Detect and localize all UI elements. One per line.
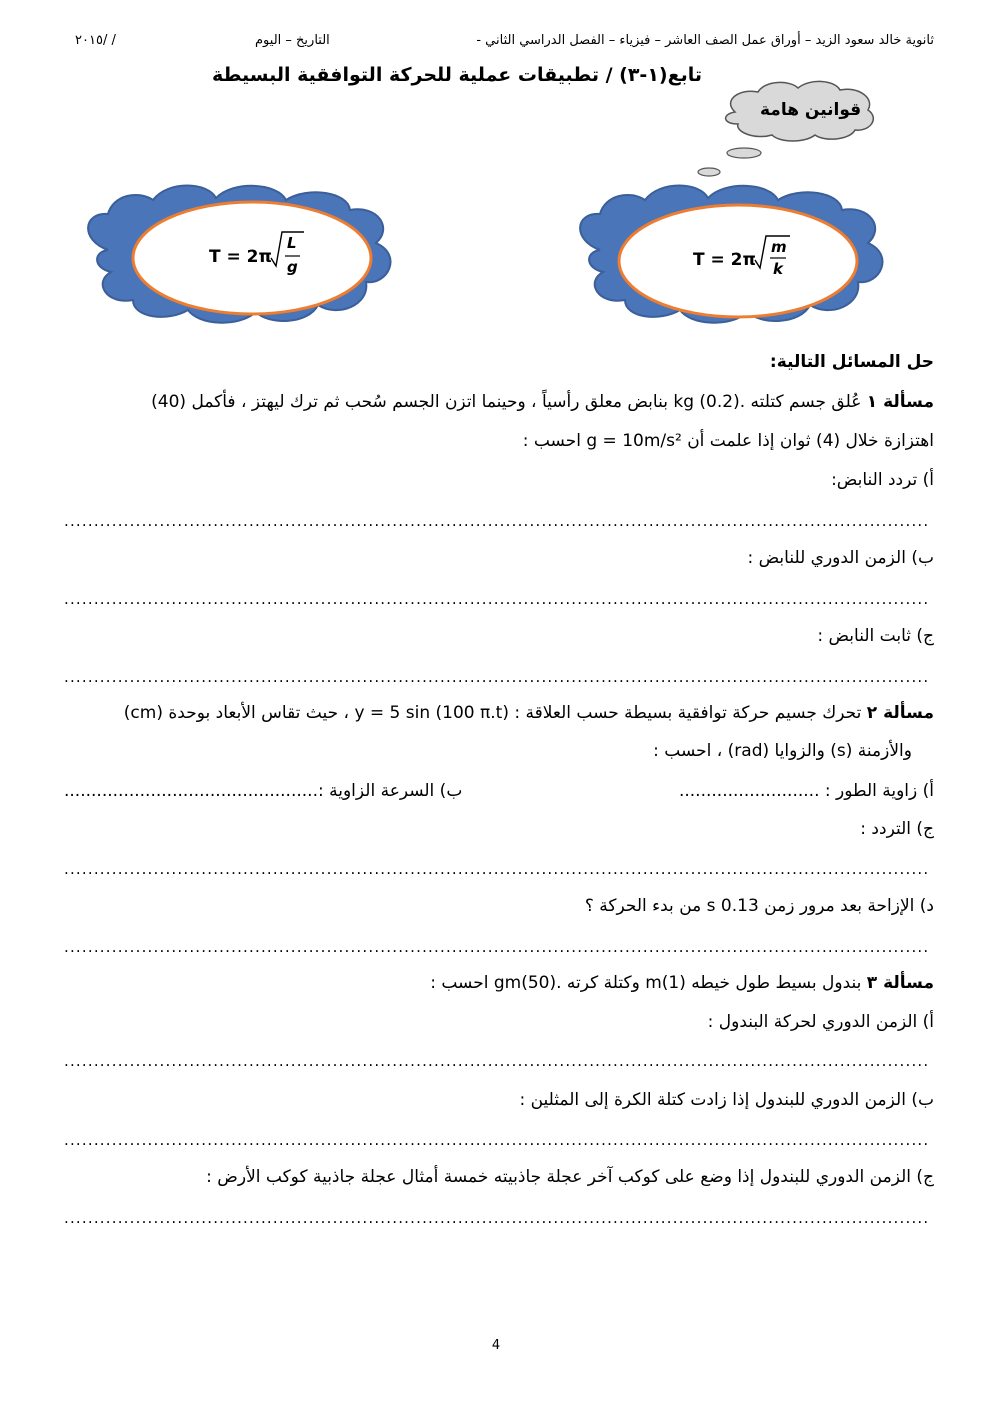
problem2-label: مسألة ٢ bbox=[866, 703, 934, 723]
pendulum-formula-num: L bbox=[287, 234, 297, 252]
pendulum-formula-den: g bbox=[287, 258, 298, 276]
problem1-part-c: ج) ثابت النابض : bbox=[817, 626, 934, 646]
problem2-line2: والأزمنة (s) والزوايا (rad) ، احسب : bbox=[653, 741, 912, 761]
problem1-part-a: أ) تردد النابض: bbox=[831, 470, 934, 490]
problem2-part-a: أ) زاوية الطور : .......................... bbox=[678, 781, 934, 801]
answer-line[interactable] bbox=[64, 1052, 930, 1066]
problem3-part-a: أ) الزمن الدوري لحركة البندول : bbox=[707, 1012, 934, 1032]
school-header: ثانوية خالد سعود الزيد – أوراق عمل الصف العاشر – فيزياء – الفصل الدراسي الثاني - bbox=[476, 33, 934, 48]
problem3-part-b: ب) الزمن الدوري للبندول إذا زادت كتلة الكرة إلى المثلين : bbox=[519, 1090, 934, 1110]
day-label: التاريخ – اليوم bbox=[255, 33, 330, 48]
problem1-part-b: ب) الزمن الدوري للنابض : bbox=[747, 548, 934, 568]
answer-line[interactable] bbox=[64, 668, 930, 682]
problem1-line1 bbox=[151, 392, 934, 412]
answer-line[interactable] bbox=[64, 512, 930, 526]
pendulum-formula-lhs: T = 2π bbox=[209, 247, 272, 267]
page-number: 4 bbox=[491, 1338, 501, 1353]
spring-formula-lhs: T = 2π bbox=[693, 250, 756, 270]
answer-line[interactable] bbox=[64, 1209, 930, 1223]
problem2-text1: تحرك جسيم حركة توافقية بسيطة حسب العلاقة : y = 5 sin (100 π.t) ، حيث تقاس الأبعاد بوحدة (cm) bbox=[123, 703, 862, 723]
problem2-part-b: ب) السرعة الزاوية :............................................... bbox=[64, 781, 463, 801]
answer-line[interactable] bbox=[64, 860, 930, 874]
problem1-text1: عُلق جسم كتلته .kg (0.2) بنابض معلق رأسياً ، وحينما اتزن الجسم سُحب ثم ترك ليهتز ، فأكمل (40) bbox=[151, 392, 862, 412]
spring-formula-num: m bbox=[771, 238, 787, 256]
problem1-line2: اهتزازة خلال (4) ثوان إذا علمت أن g = 10m/s² احسب : bbox=[522, 431, 934, 451]
important-laws-callout bbox=[672, 81, 873, 190]
problem3-text1: بندول بسيط طول خيطه m(1) وكتلة كرته .gm(50) احسب : bbox=[430, 973, 862, 993]
page-title: تابع(١-٣) / تطبيقات عملية للحركة التوافقية البسيطة bbox=[211, 64, 702, 86]
problem2-part-d: د) الإزاحة بعد مرور زمن 0.13 s من بدء الحركة ؟ bbox=[584, 896, 934, 916]
answer-line[interactable] bbox=[64, 938, 930, 952]
problem3-label: مسألة ٣ bbox=[866, 973, 934, 993]
section-heading: حل المسائل التالية: bbox=[769, 352, 934, 372]
answer-line[interactable] bbox=[64, 1131, 930, 1145]
problem2-line1 bbox=[124, 703, 934, 723]
problem3-line1 bbox=[430, 973, 934, 993]
answer-line[interactable] bbox=[64, 590, 930, 604]
problem2-part-c: ج) التردد : bbox=[860, 819, 934, 839]
spring-formula-den: k bbox=[773, 260, 783, 278]
callout-label: قوانين هامة bbox=[760, 100, 862, 120]
problem1-label: مسألة ١ bbox=[866, 392, 934, 412]
problem3-part-c: ج) الزمن الدوري للبندول إذا وضع على كوكب آخر عجلة جاذبيته خمسة أمثال عجلة جاذبية كوكب الأرض : bbox=[206, 1167, 934, 1187]
date-field: ٢٠١٥/ / bbox=[75, 33, 116, 48]
diagram-layer bbox=[0, 0, 992, 340]
